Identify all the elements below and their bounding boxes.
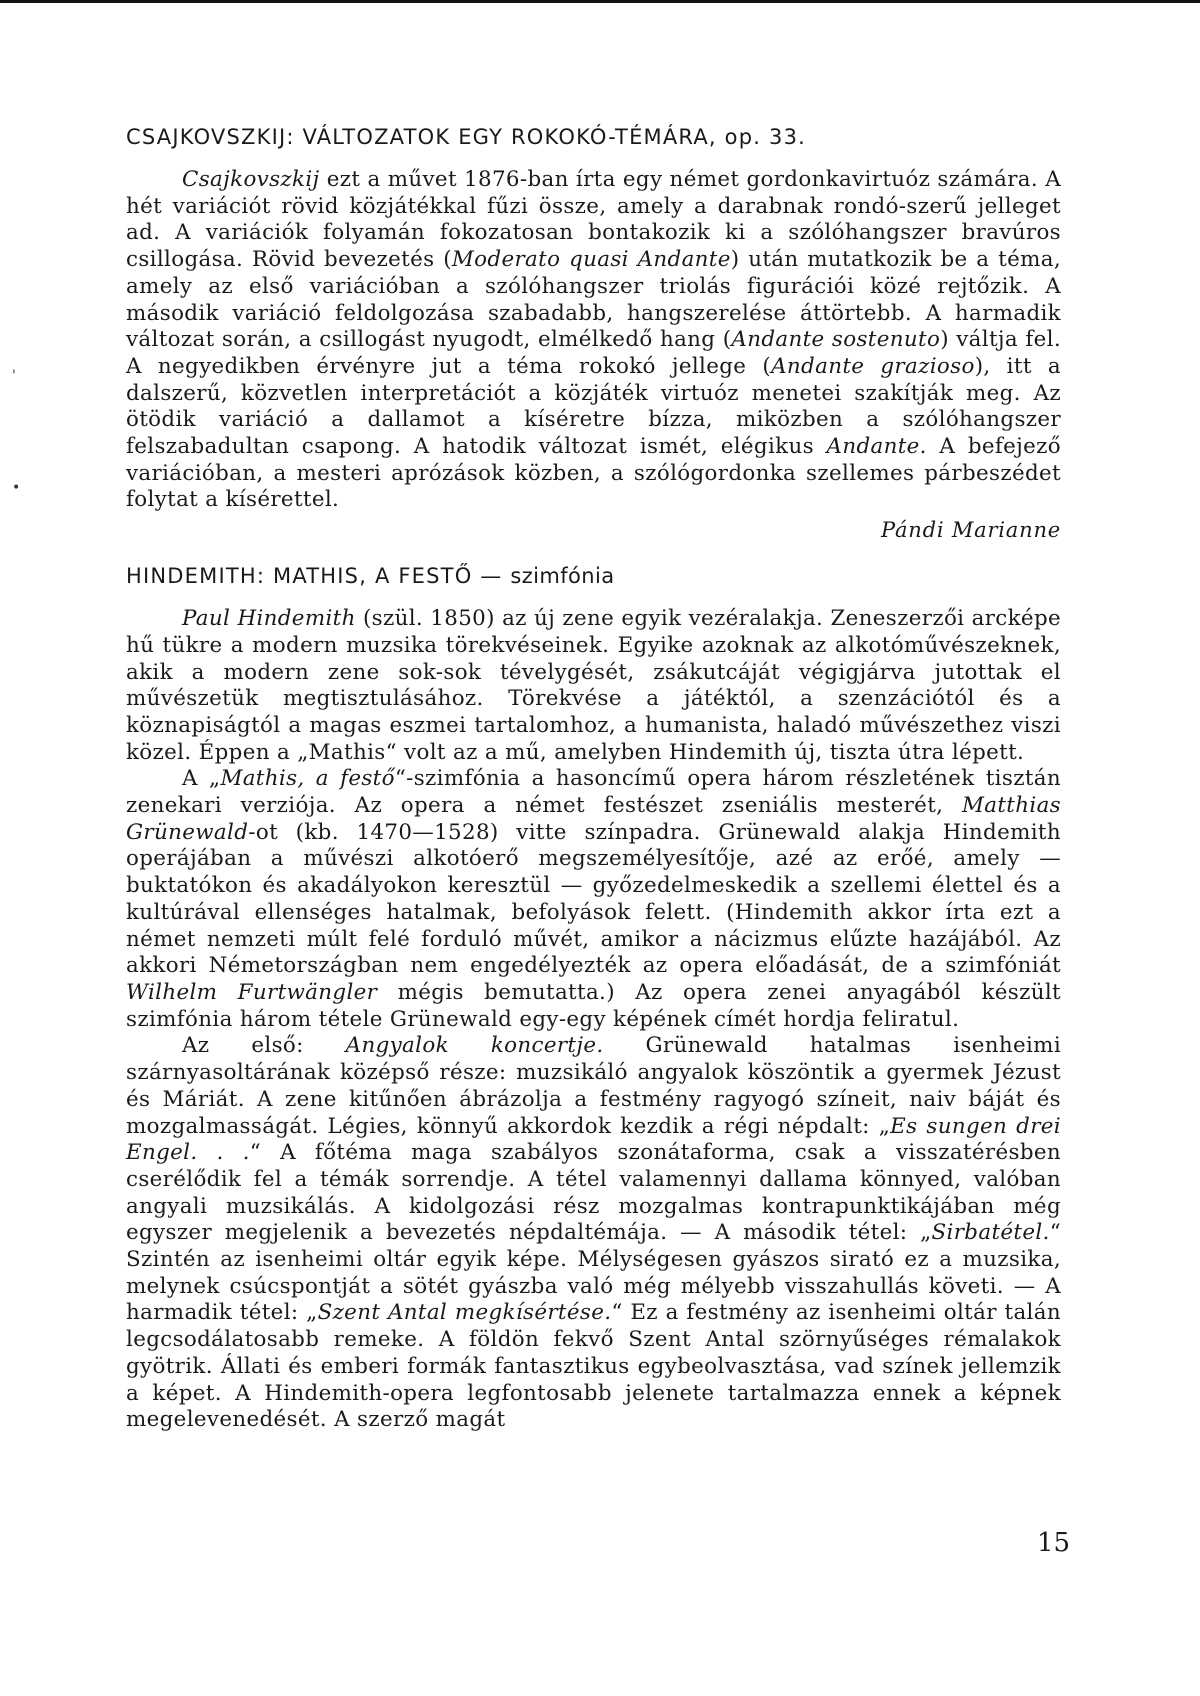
margin-mark: • <box>12 480 21 496</box>
text-span: Az első: <box>182 1033 346 1059</box>
title-main: HINDEMITH: MATHIS, A FESTŐ — <box>126 564 503 589</box>
paragraph-mathis <box>126 766 1061 1033</box>
page-number: 15 <box>1037 1528 1071 1558</box>
tempo-marking: Andante grazioso <box>771 353 975 379</box>
margin-mark: ' <box>12 368 16 384</box>
text-span: “ A főtéma maga szabályos szonátaforma, csak a visszatérésben cserélődik fel a témák sorrendje. A tétel valamennyi dallama könnyed, valóban angyali muzsikálás. A kidolgozási rész mozgalmas kontrapunktikájában még egyszer megjelenik a bevezetés népdaltémája. — A második tétel: „ <box>126 1140 1061 1246</box>
text-span: ) váltja fel. A negyedikben érvényre jut a téma rokokó jellege ( <box>126 327 1061 379</box>
composer-name: Paul Hindemith <box>182 606 356 632</box>
song-title: Es sungen drei Engel. . . <box>126 1113 1062 1166</box>
text-span: “ Szintén az isenheimi oltár egyik képe. Mélységesen gyászos sirató ez a muzsika, melynek csúcspontját a sötét gyászba való még mélyebb visszahullás követi. — A harmadik tétel: „ <box>126 1220 1061 1326</box>
title-sub: szimfónia <box>510 564 615 589</box>
person-name: Matthias Grünewald <box>126 793 1061 845</box>
movement-title: Szent Antal megkísértése. <box>317 1300 612 1326</box>
text-span: A befejező variációban, a mesteri aprózások közben, a szólógordonka szellemes párbeszédet folytat a kísérettel. <box>126 434 1061 513</box>
work-title: Mathis, a festő <box>220 766 395 792</box>
text-span: “-szimfónia a hasoncímű opera három részletének tisztán zenekari verziója. Az opera a német festészet zseniális mesterét, <box>126 766 1061 819</box>
text-span: A „ <box>182 766 221 792</box>
text-span: “ Ez a festmény az isenheimi oltár talán legcsodálatosabb remeke. A földön fekvő Szent Antal szörnyűséges rémalakok gyötrik. Állati és emberi formák fantasztikus egybeolvasztása, vad színek jellemzik a képet. A Hindemith-opera legfontosabb jelenete tartalmazza ennek a képnek megelevenedését. A szerző magát <box>126 1300 1061 1433</box>
text-span: (szül. 1850) az új zene egyik vezéralakja. Zeneszerzői arcképe hű tükre a modern muzsika törekvéseinek. Egyike azoknak az alkotóművészeknek, akik a modern zene sok-sok tévelygését, zsákutcáját végigjárva jutottak el művészetük megtisztulásához. Törekvése a játéktól, a szenzációtól és a köznapiságtól a magas eszmei tartalomhoz, a humanista, haladó művészethez viszi közel. Éppen a „Mathis“ volt az a mű, amelyben Hindemith új, tiszta útra lépett. <box>126 606 1061 765</box>
text-span: ) után mutatkozik be a téma, amely az első variációban a szólóhangszer triolás figurációi közé rejtőzik. A második variáció feldolgozása szabadabb, hangszerelése áttörtebb. A harmadik változat során, a csillogást nyugodt, elmélkedő hang ( <box>126 247 1061 353</box>
section-title-hindemith <box>126 564 1061 588</box>
top-rule <box>0 0 1200 3</box>
paragraph-csajkovszkij <box>126 167 1061 514</box>
paragraph-movements <box>126 1033 1061 1434</box>
text-span: -ot (kb. 1470—1528) vitte színpadra. Grünewald alakja Hindemith operájában a művészi alkotóerő megszemélyesítője, azé az erőé, amely — buktatókon és akadályokon keresztül — győzedelmeskedik a szellemi élettel és a kultúrával ellenséges hatalmak, befolyások felett. (Hindemith akkor írta ezt a német nemzeti múlt felé forduló művét, amikor a nácizmus elűzte hazájából. Az akkori Németországban nem engedélyezték az opera előadását, de a szimfóniát <box>126 819 1061 979</box>
page-content <box>126 125 1061 1434</box>
text-span: Grünewald hatalmas isenheimi szárnyasoltárának középső része: muzsikáló angyalok köszöntik a gyermek Jézust és Máriát. A zene kitűnően ábrázolja a festmény ragyogó színeit, naiv báját és mozgalmasságát. Légies, könnyű akkordok kezdik a régi népdalt: „ <box>126 1033 1062 1139</box>
author-signature: Pándi Marianne <box>880 518 1061 543</box>
text-span: ), itt a dalszerű, közvetlen interpretációt a közjáték virtuóz menetei szakítják meg. Az ötödik variáció a dallamot a kíséretre bízza, miközben a szólóhangszer felszabadultan csapong. A hatodik változat ismét, elégikus <box>126 353 1061 460</box>
movement-title: Angyalok koncertje. <box>345 1033 604 1059</box>
tempo-marking: Andante. <box>826 434 927 460</box>
text-span: mégis bemutatta.) Az opera zenei anyagából készült szimfónia három tétele Grünewald egy-egy képének címét hordja feliratul. <box>126 979 1061 1032</box>
composer-name: Csajkovszkij <box>182 167 320 192</box>
tempo-marking: Andante sostenuto <box>731 327 941 353</box>
paragraph-hindemith-intro <box>126 606 1061 766</box>
movement-title: Sirbatétel. <box>931 1220 1050 1246</box>
person-name: Wilhelm Furtwängler <box>126 979 378 1005</box>
section-title-csajkovszkij: CSAJKOVSZKIJ: VÁLTOZATOK EGY ROKOKÓ-TÉMÁRA, op. 33. <box>126 125 807 149</box>
text-span: ezt a művet 1876-ban írta egy német gordonkavirtuóz számára. A hét variációt rövid közjátékkal fűzi össze, amely a darabnak rondó-szerű jelleget ad. A variációk folyamán fokozatosan bontakozik ki a szólóhangszer bravúros csillogása. Rövid bevezetés ( <box>126 167 1061 273</box>
tempo-marking: Moderato quasi Andante <box>451 247 731 273</box>
